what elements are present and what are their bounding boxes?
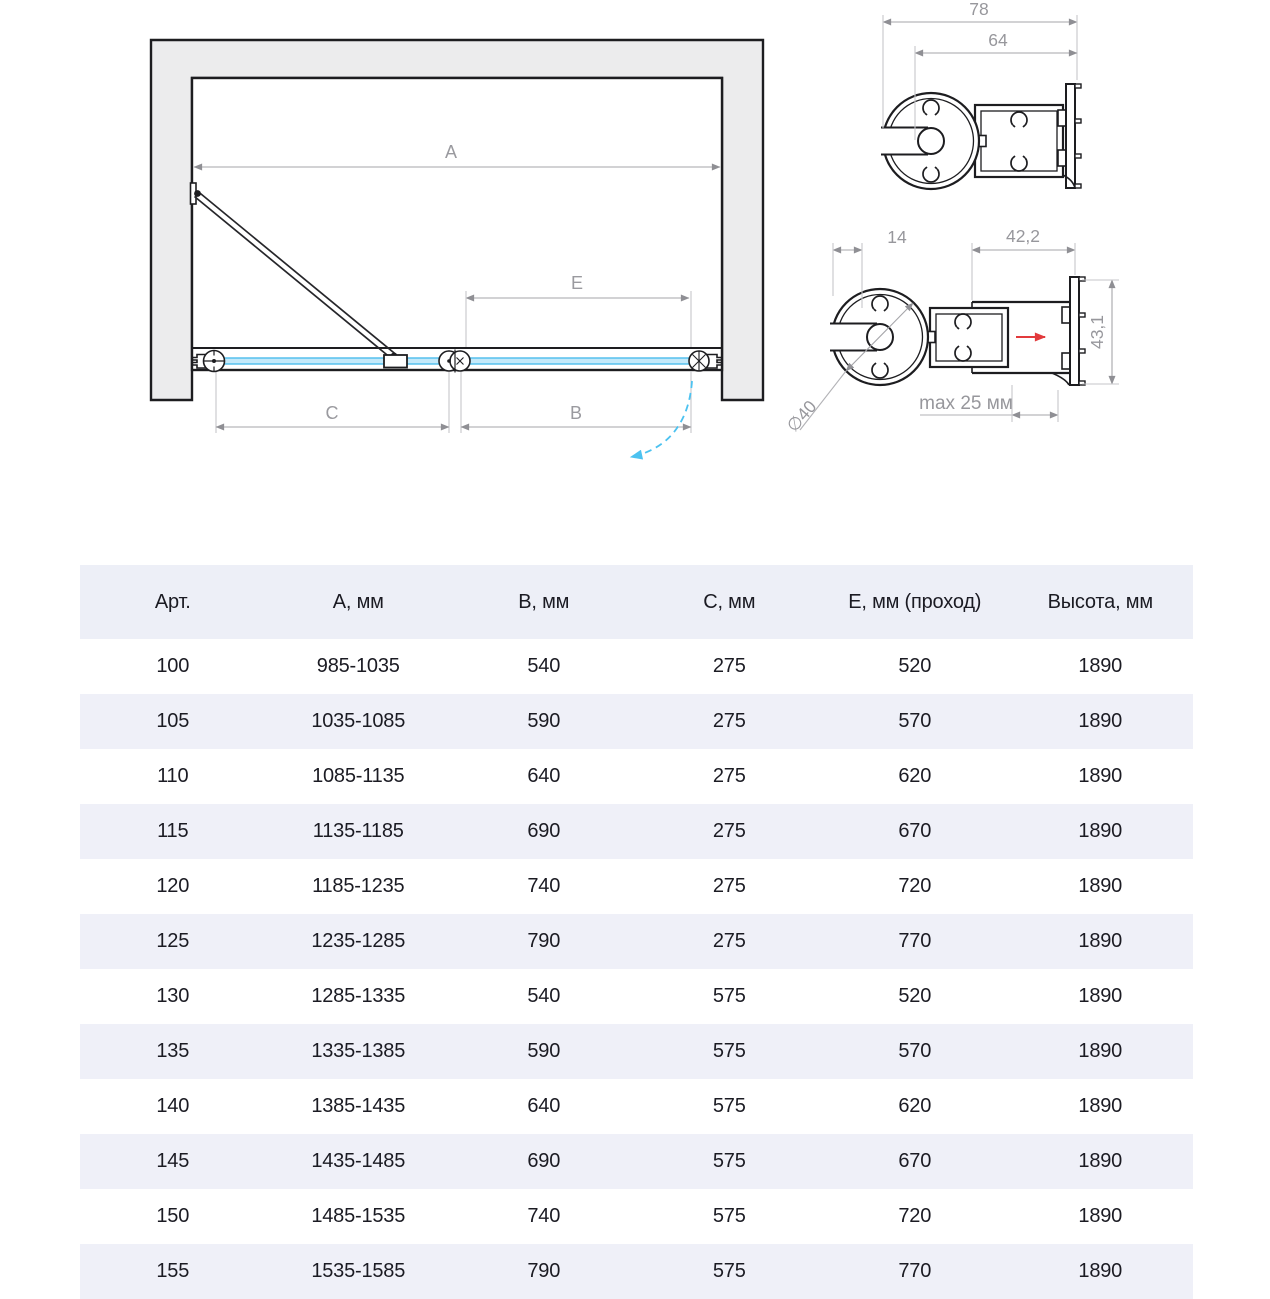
table-cell: 1890	[1078, 765, 1123, 787]
table-row	[80, 694, 1193, 749]
table-cell: 575	[712, 1095, 746, 1117]
table-cell: 575	[712, 1150, 746, 1172]
table-row	[80, 969, 1193, 1024]
sleeve-profile	[930, 302, 1071, 373]
roller-left	[204, 351, 225, 372]
table-cell: 1890	[1078, 1260, 1123, 1282]
table-cell: 1435-1485	[311, 1150, 406, 1172]
dim-label-c: C	[325, 403, 339, 423]
table-cell: 720	[898, 875, 932, 897]
table-cell: 1890	[1078, 1205, 1123, 1227]
size-table	[80, 565, 1193, 1299]
table-cell: 740	[527, 875, 561, 897]
table-row	[80, 1244, 1193, 1299]
size-table-body	[80, 639, 1193, 1299]
table-cell: 590	[527, 1040, 561, 1062]
table-cell: 100	[156, 655, 190, 677]
panel-connector-middle	[439, 350, 470, 373]
table-cell: 770	[898, 1260, 932, 1282]
table-cell: 135	[156, 1040, 190, 1062]
table-row	[80, 1134, 1193, 1189]
dim-label-42-2: 42,2	[1005, 226, 1041, 246]
table-row	[80, 749, 1193, 804]
header-row	[80, 565, 1193, 639]
size-table-header	[80, 565, 1193, 639]
column-header-height: Высота, мм	[1008, 565, 1194, 639]
table-cell: 1890	[1078, 655, 1123, 677]
round-tube-profile	[877, 93, 979, 189]
dim-label-e: E	[570, 273, 584, 293]
table-cell: 1035-1085	[311, 710, 406, 732]
table-cell: 130	[156, 985, 190, 1007]
column-header-a: А, мм	[266, 565, 452, 639]
table-cell: 540	[527, 655, 561, 677]
table-cell: 790	[527, 1260, 561, 1282]
table-cell: 120	[156, 875, 190, 897]
table-cell: 1285-1335	[311, 985, 406, 1007]
table-cell: 1335-1385	[311, 1040, 406, 1062]
technical-drawing	[0, 0, 1270, 545]
table-row	[80, 1079, 1193, 1134]
table-cell: 1890	[1078, 930, 1123, 952]
dim-label-14: 14	[887, 227, 907, 247]
table-cell: 1890	[1078, 820, 1123, 842]
column-header-b: В, мм	[451, 565, 637, 639]
profile-side-section	[783, 226, 1119, 436]
table-cell: 150	[156, 1205, 190, 1227]
dim-label-64: 64	[988, 30, 1008, 50]
table-cell: 275	[712, 930, 746, 952]
table-cell: 155	[156, 1260, 190, 1282]
table-cell: 145	[156, 1150, 190, 1172]
table-cell: 1135-1185	[312, 820, 404, 842]
dim-label-diameter: ∅40	[782, 396, 821, 436]
table-cell: 575	[712, 1040, 746, 1062]
table-cell: 110	[157, 765, 189, 787]
table-cell: 1890	[1078, 1095, 1123, 1117]
dim-label-max-25: max 25 мм	[919, 393, 1013, 414]
door-carriage	[384, 355, 407, 368]
table-cell: 620	[898, 765, 932, 787]
dimension-42-2	[972, 243, 1075, 300]
box-profile	[975, 105, 1063, 177]
table-cell: 575	[712, 1260, 746, 1282]
table-cell: 1185-1235	[312, 875, 405, 897]
table-cell: 640	[527, 765, 561, 787]
table-row	[80, 859, 1193, 914]
swing-direction-arrow	[631, 381, 692, 457]
table-cell: 275	[712, 765, 746, 787]
table-row	[80, 914, 1193, 969]
column-header-e: Е, мм (проход)	[822, 565, 1008, 639]
table-cell: 690	[527, 1150, 561, 1172]
table-row	[80, 804, 1193, 859]
table-cell: 125	[156, 930, 190, 952]
roller-right	[689, 351, 709, 371]
table-cell: 670	[898, 1150, 932, 1172]
table-cell: 275	[712, 820, 746, 842]
table-cell: 790	[527, 930, 561, 952]
table-cell: 275	[712, 875, 746, 897]
table-cell: 105	[156, 710, 190, 732]
table-cell: 140	[156, 1095, 190, 1117]
table-cell: 590	[527, 710, 561, 732]
table-cell: 1890	[1078, 985, 1123, 1007]
column-header-art: Арт.	[80, 565, 266, 639]
table-cell: 115	[157, 820, 189, 842]
column-header-c: С, мм	[637, 565, 823, 639]
table-cell: 985-1035	[316, 655, 400, 677]
table-cell: 620	[898, 1095, 932, 1117]
table-cell: 520	[898, 655, 932, 677]
table-cell: 1890	[1078, 710, 1123, 732]
table-cell: 690	[527, 820, 561, 842]
table-cell: 1235-1285	[311, 930, 406, 952]
table-cell: 520	[898, 985, 932, 1007]
table-cell: 1535-1585	[311, 1260, 406, 1282]
table-cell: 575	[712, 985, 746, 1007]
niche-interior	[192, 78, 722, 370]
table-row	[80, 1024, 1193, 1079]
table-cell: 740	[527, 1205, 561, 1227]
table-cell: 1085-1135	[312, 765, 405, 787]
table-row	[80, 1189, 1193, 1244]
table-cell: 1485-1535	[311, 1205, 406, 1227]
table-cell: 640	[527, 1095, 561, 1117]
table-cell: 540	[527, 985, 561, 1007]
table-cell: 275	[712, 710, 746, 732]
table-cell: 1890	[1078, 1040, 1123, 1062]
table-cell: 570	[898, 1040, 932, 1062]
table-cell: 575	[712, 1205, 746, 1227]
table-cell: 1385-1435	[311, 1095, 406, 1117]
table-cell: 1890	[1078, 1150, 1123, 1172]
table-cell: 720	[898, 1205, 932, 1227]
table-cell: 570	[898, 710, 932, 732]
table-cell: 1890	[1078, 875, 1123, 897]
table-cell: 770	[898, 930, 932, 952]
table-cell: 670	[898, 820, 932, 842]
table-row	[80, 639, 1193, 694]
dim-label-78: 78	[969, 0, 989, 19]
profile-top-section	[877, 0, 1081, 189]
wall-mount-profile	[1052, 277, 1085, 385]
plan-view	[151, 40, 763, 457]
table-cell: 275	[712, 655, 746, 677]
dim-label-a: A	[444, 142, 458, 162]
dim-label-b: B	[569, 403, 583, 423]
dim-label-43-1: 43,1	[1087, 314, 1107, 350]
door-pivot-dot	[194, 190, 201, 197]
